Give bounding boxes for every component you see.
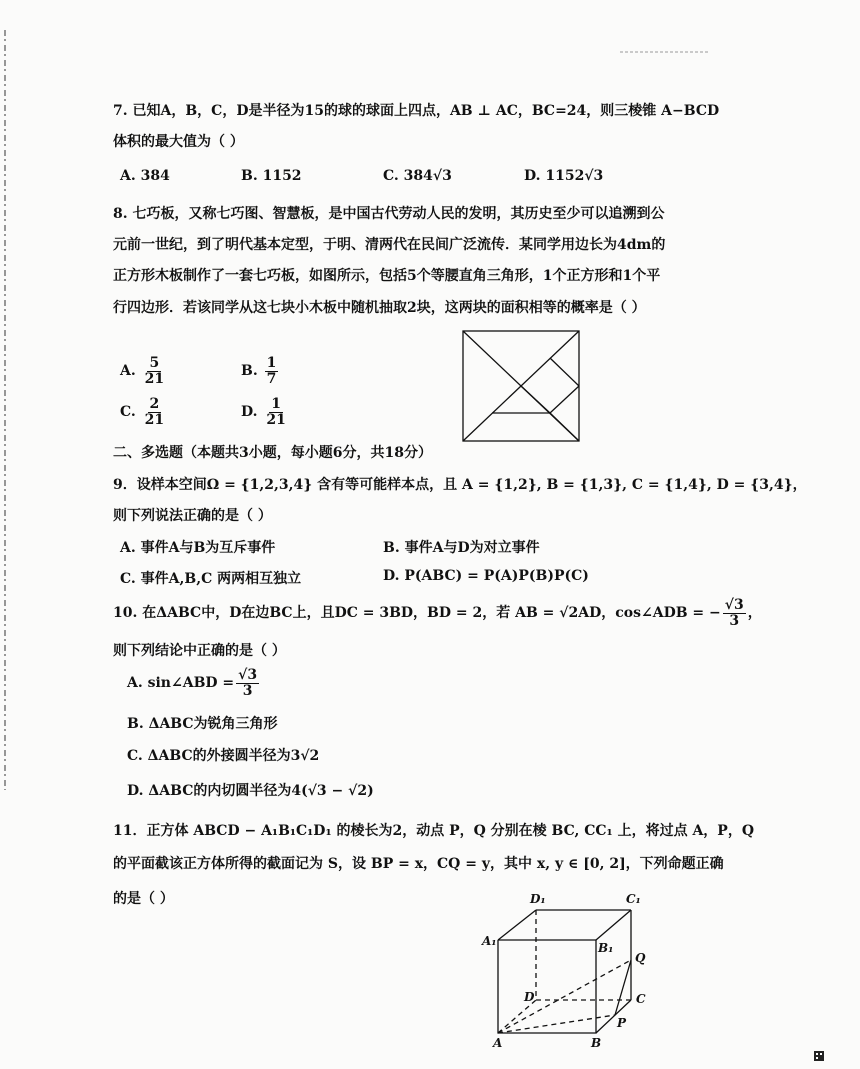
cube-edge-A1D1 <box>498 910 536 940</box>
q10-option-d: D. ΔABC的内切圆半径为4(√3 − √2) <box>127 783 374 799</box>
q10-option-c: C. ΔABC的外接圆半径为3√2 <box>127 748 320 764</box>
q8-option-d-numerator: 1 <box>271 396 281 412</box>
q8-option-c-numerator: 2 <box>149 396 160 412</box>
q9-option-a: A. 事件A与B为互斥事件 <box>120 540 276 556</box>
cube-label-A1: A₁ <box>482 934 497 948</box>
q8-option-d-label: D. <box>241 404 258 421</box>
cube-label-C1: C₁ <box>626 892 641 906</box>
scan-edge-artifact <box>0 30 10 790</box>
q10-option-a <box>127 668 261 698</box>
q7-stem-line1: 7. 已知A，B，C，D是半径为15的球的球面上四点，AB ⊥ AC，BC=24，则三棱锥 A−BCD <box>113 103 720 119</box>
qr-code-icon <box>814 1051 824 1061</box>
q8-option-a-numerator: 5 <box>149 355 160 371</box>
q11-stem-line3: 的是（ ） <box>113 891 174 907</box>
header-scan-mark <box>620 48 710 56</box>
q10-option-a-numerator: √3 <box>238 667 258 683</box>
q8-option-d-denominator: 21 <box>266 411 286 428</box>
q10-option-b: B. ΔABC为锐角三角形 <box>127 716 278 732</box>
q8-option-b-numerator: 1 <box>266 355 277 371</box>
cube-label-D: D <box>524 990 535 1004</box>
cube-label-A: A <box>493 1036 503 1050</box>
q10-cos-numerator: √3 <box>724 597 744 613</box>
tangram-figure <box>462 330 580 442</box>
q7-option-c: C. 384√3 <box>383 168 452 184</box>
q9-stem-line1: 9．设样本空间Ω = {1,2,3,4} 含有等可能样本点，且 A = {1,2}, B = {1,3}, C = {1,4}, D = {3,4}， <box>113 477 807 493</box>
q8-option-c-denominator: 21 <box>144 411 165 428</box>
section-multiple-choice-header: 二、多选题（本题共3小题，每小题6分，共18分） <box>113 445 432 461</box>
cube-label-C: C <box>636 992 646 1006</box>
q10-stem-end: ， <box>747 605 762 622</box>
q8-option-c-label: C. <box>120 404 136 421</box>
q10-option-a-denominator: 3 <box>242 682 253 699</box>
cube-front-face <box>498 940 596 1033</box>
q10-cos-denominator: 3 <box>729 612 740 629</box>
q9-option-c: C. 事件A,B,C 两两相互独立 <box>120 571 302 587</box>
q10-stem-line1 <box>113 598 762 628</box>
q11-stem-line2: 的平面截该正方体所得的截面记为 S，设 BP = x，CQ = y，其中 x, y ∈ [0, 2]，下列命题正确 <box>113 856 724 872</box>
cube-hidden-edge-AD <box>498 1000 536 1033</box>
q8-option-a <box>120 356 168 386</box>
q8-stem-line4: 行四边形．若该同学从这七块小木板中随机抽取2块，这两块的面积相等的概率是（ ） <box>113 300 646 316</box>
cube-label-B1: B₁ <box>598 941 614 955</box>
q8-stem-line2: 元前一世纪，到了明代基本定型，于明、清两代在民间广泛流传．某同学用边长为4dm的 <box>113 237 666 253</box>
q9-option-d: D. P(ABC) = P(A)P(B)P(C) <box>383 568 589 584</box>
cube-section-AQ <box>498 960 631 1033</box>
tangram-parallelogram-edge <box>550 413 579 441</box>
cube-figure <box>478 885 658 1050</box>
cube-edge-B1C1 <box>596 910 631 940</box>
q10-stem-line2: 则下列结论中正确的是（ ） <box>113 643 286 659</box>
q8-stem-line3: 正方形木板制作了一套七巧板，如图所示，包括5个等腰直角三角形，1个正方形和1个平 <box>113 268 661 284</box>
cube-label-Q: Q <box>635 951 646 965</box>
q8-option-a-label: A. <box>120 363 136 380</box>
q10-option-a-text: A. sin∠ABD = <box>127 675 235 692</box>
q8-option-b <box>241 356 280 386</box>
q9-option-b: B. 事件A与D为对立事件 <box>383 540 540 556</box>
q8-option-d <box>241 397 290 427</box>
q8-option-a-denominator: 21 <box>144 370 165 387</box>
tangram-square-edge-bottom <box>521 386 550 413</box>
q8-option-b-label: B. <box>241 363 258 380</box>
q7-option-d: D. 1152√3 <box>524 168 604 184</box>
cube-label-B: B <box>591 1036 602 1050</box>
cube-label-D1: D₁ <box>530 892 546 906</box>
q10-stem-text: 10. 在ΔABC中，D在边BC上，且DC = 3BD，BD = 2，若 AB = √2AD，cos∠ADB = − <box>113 605 721 622</box>
q8-option-b-denominator: 7 <box>266 370 277 387</box>
q7-stem-line2: 体积的最大值为（ ） <box>113 134 244 150</box>
tangram-square-edge-right <box>550 386 579 413</box>
q8-stem-line1: 8. 七巧板，又称七巧图、智慧板，是中国古代劳动人民的发明，其历史至少可以追溯到公 <box>113 206 665 222</box>
tangram-square-edge-top <box>550 358 579 386</box>
q7-option-b: B. 1152 <box>241 168 302 184</box>
q7-option-a: A. 384 <box>120 168 170 184</box>
cube-label-P: P <box>617 1016 627 1030</box>
q9-stem-line2: 则下列说法正确的是（ ） <box>113 508 272 524</box>
q8-option-c <box>120 397 168 427</box>
q11-stem-line1: 11．正方体 ABCD − A₁B₁C₁D₁ 的棱长为2，动点 P，Q 分别在棱 BC, CC₁ 上，将过点 A，P，Q <box>113 823 755 839</box>
